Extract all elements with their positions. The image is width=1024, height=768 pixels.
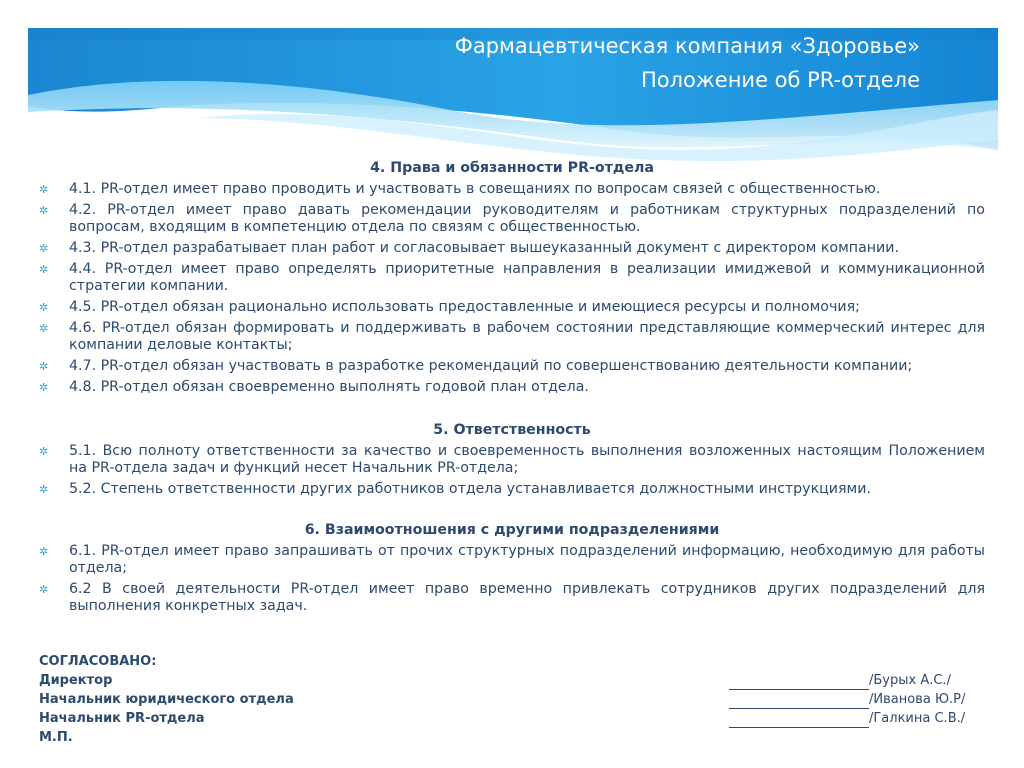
section-relations <box>39 522 985 615</box>
section-spacer <box>39 502 985 520</box>
bullet-icon: ✲ <box>39 263 49 276</box>
list-item: ✲ 6.2 В своей деятельности PR-отдел имеет право временно привлекать сотрудников других подразделений для выполнения конкретных задач. <box>39 581 985 614</box>
list-item: ✲ 4.4. PR-отдел имеет право определять приоритетные направления в реализации имиджевой и коммуникационной стратегии компании. <box>39 261 985 294</box>
bullet-icon: ✲ <box>39 322 49 335</box>
bullet-icon: ✲ <box>39 183 49 196</box>
bullet-icon: ✲ <box>39 483 49 496</box>
list-item: ✲ 5.1. Всю полноту ответственности за качество и своевременность выполнения возложенных настоящим Положением на PR-отдела задач и функций несет Начальник PR-отдела; <box>39 443 985 476</box>
signature-line <box>729 709 965 728</box>
signature-name: /Иванова Ю.Р/ <box>869 692 966 707</box>
agreed-label: СОГЛАСОВАНО: <box>39 654 157 669</box>
signature-row <box>39 709 985 728</box>
bullet-icon: ✲ <box>39 545 49 558</box>
signature-row <box>39 690 985 709</box>
signature-line <box>729 671 951 690</box>
bullet-icon: ✲ <box>39 445 49 458</box>
list-item: ✲ 4.2. PR-отдел имеет право давать рекомендации руководителям и работникам структурных подразделений по вопросам, входящим в компетенцию отдела по связям с общественностью. <box>39 202 985 235</box>
section-heading: 5. Ответственность <box>433 422 591 438</box>
section-heading: 6. Взаимоотношения с другими подразделениями <box>304 522 720 538</box>
bullet-icon: ✲ <box>39 360 49 373</box>
stamp-label: М.П. <box>39 730 73 745</box>
section-responsibility <box>39 422 985 498</box>
bullet-icon: ✲ <box>39 242 49 255</box>
signature-name: /Галкина С.В./ <box>869 711 966 726</box>
signature-role: Директор <box>39 673 113 688</box>
section-rights <box>39 160 985 396</box>
signature-underline <box>729 675 869 690</box>
signature-underline <box>729 694 869 709</box>
bullet-icon: ✲ <box>39 204 49 217</box>
list-item: ✲ 4.5. PR-отдел обязан рационально использовать предоставленные и имеющиеся ресурсы и полномочия; <box>39 299 860 315</box>
document-body <box>39 158 985 619</box>
list-item: ✲ 4.3. PR-отдел разрабатывает план работ и согласовывает вышеуказанный документ с директором компании. <box>39 240 899 256</box>
list-item: ✲ 5.2. Степень ответственности других работников отдела устанавливается должностными инструкциями. <box>39 481 871 497</box>
signature-role: Начальник PR-отдела <box>39 711 205 726</box>
list-item: ✲ 4.1. PR-отдел имеет право проводить и участвовать в совещаниях по вопросам связей с общественностью. <box>39 181 881 197</box>
signature-role: Начальник юридического отдела <box>39 692 294 707</box>
list-item: ✲ 4.7. PR-отдел обязан участвовать в разработке рекомендаций по совершенствованию деятельности компании; <box>39 358 913 374</box>
bullet-icon: ✲ <box>39 583 49 596</box>
list-item: ✲ 4.8. PR-отдел обязан своевременно выполнять годовой план отдела. <box>39 379 589 395</box>
list-item: ✲ 6.1. PR-отдел имеет право запрашивать от прочих структурных подразделений информацию, необходимую для работы отдела; <box>39 543 985 576</box>
section-heading: 4. Права и обязанности PR-отдела <box>370 160 654 176</box>
signature-line <box>729 690 965 709</box>
bullet-icon: ✲ <box>39 381 49 394</box>
signature-row <box>39 671 985 690</box>
page-subtitle: Положение об PR-отделе <box>640 68 920 92</box>
signature-block <box>39 652 985 747</box>
bullet-icon: ✲ <box>39 301 49 314</box>
list-item: ✲ 4.6. PR-отдел обязан формировать и поддерживать в рабочем состоянии представляющие коммерческий интерес для компании деловые контакты; <box>39 320 985 353</box>
page-title: Фармацевтическая компания «Здоровье» <box>454 34 920 58</box>
signature-underline <box>729 713 869 728</box>
section-spacer <box>39 400 985 420</box>
signature-name: /Бурых А.С./ <box>869 673 951 688</box>
